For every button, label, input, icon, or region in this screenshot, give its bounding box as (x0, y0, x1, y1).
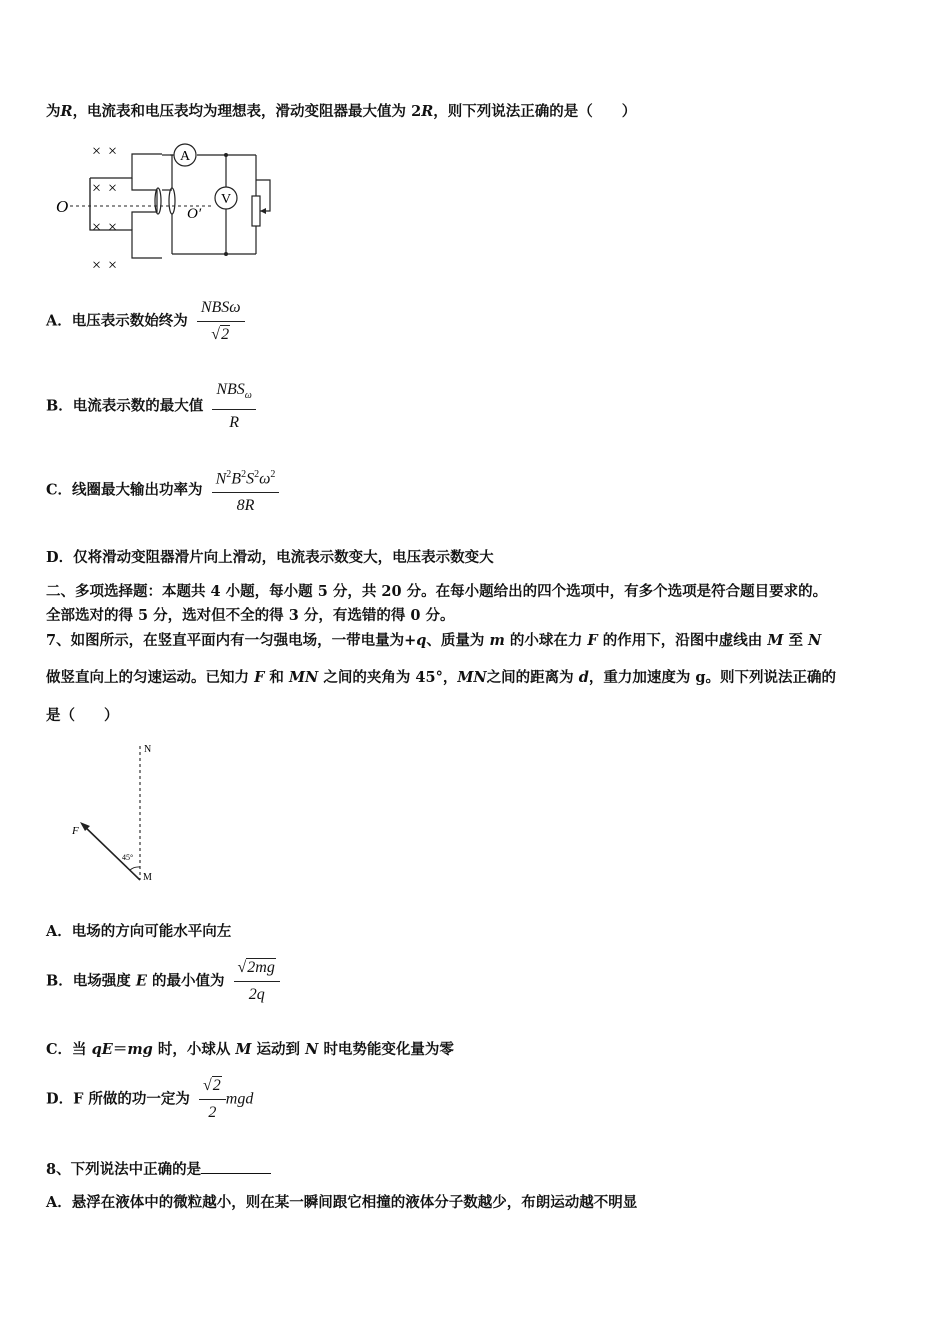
q8-stem: 8、下列说法中正确的是 (46, 1159, 271, 1180)
q8-option-a: A．悬浮在液体中的微粒越小，则在某一瞬间跟它相撞的液体分子数越少，布朗运动越不明显 (46, 1194, 638, 1211)
q7-stem-line1: 7、如图所示，在竖直平面内有一匀强电场，一带电量为+q、质量为 m 的小球在力 F 的作用下，沿图中虚线由 M 至 N (46, 632, 822, 649)
svg-text:×: × (92, 143, 102, 160)
section2-line2: 全部选对的得 5 分，选对但不全的得 3 分，有选错的得 0 分。 (46, 607, 455, 624)
label-n: N (144, 744, 152, 755)
svg-text:×: × (92, 257, 102, 274)
q6-option-c: C．线圈最大输出功率为 $\frac{N^2B^2S^2\omega^2}{8R}$ (46, 465, 279, 516)
svg-text:×: × (92, 180, 102, 197)
axis-label-o: O (56, 197, 69, 216)
label-f: F (72, 825, 79, 837)
fraction-c: $\frac{N^2B^2S^2\omega^2}{8R}$ (212, 465, 280, 516)
fraction-b: $\frac{NBS_\omega}{R}$ (212, 380, 256, 433)
svg-text:×: × (108, 219, 118, 236)
ammeter-label: A (179, 149, 191, 164)
svg-text:×: × (108, 143, 118, 160)
q7-option-c: C．当 qE＝mg 时，小球从 M 运动到 N 时电势能变化量为零 (46, 1041, 454, 1058)
q6-option-a: A．电压表示数始终为 $\frac{\text{NBSω}}{√2}$ (46, 298, 245, 345)
voltmeter-label: V (220, 192, 232, 207)
q7-option-b: B．电场强度 E 的最小值为 $\frac{√2mg}{2q}$ (46, 958, 280, 1005)
answer-blank[interactable] (201, 1159, 271, 1174)
label-m: M (143, 872, 152, 883)
q7-option-a: A．电场的方向可能水平向左 (46, 923, 232, 940)
fraction-a: $\frac{\text{NBSω}}{√2}$ (197, 298, 245, 345)
q6-option-b: B．电流表示数的最大值 $\frac{NBS_\omega}{R}$ (46, 380, 256, 433)
section2-line1: 二、多项选择题：本题共 4 小题，每小题 5 分，共 20 分。在每小题给出的四个选项中，有多个选项是符合题目要求的。 (46, 583, 828, 600)
q7-stem-line2: 做竖直向上的匀速运动。已知力 F 和 MN 之间的夹角为 45°，MN之间的距离为 d，重力加速度为 g。则下列说法正确的 (46, 669, 837, 686)
q7-option-d: D．F 所做的功一定为 $\frac{√2}{2}$ mgd (46, 1077, 254, 1121)
q7-stem-line3: 是（ ） (46, 707, 119, 724)
magnetic-field-crosses (92, 143, 117, 274)
q7-force-figure (66, 740, 176, 890)
fraction-q7d: $\frac{√2}{2}$ (199, 1076, 226, 1123)
axis-label-o-prime: O′ (187, 206, 202, 222)
q6-option-d: D．仅将滑动变阻器滑片向上滑动，电流表示数变大，电压表示数变大 (46, 549, 494, 566)
svg-text:×: × (108, 180, 118, 197)
label-angle: 45° (122, 853, 134, 862)
svg-text:×: × (108, 257, 118, 274)
fraction-q7b: $\frac{√2mg}{2q}$ (234, 958, 280, 1005)
q6-circuit-figure (52, 140, 282, 276)
svg-text:×: × (92, 219, 102, 236)
q6-stem: 为R，电流表和电压表均为理想表，滑动变阻器最大值为 2R，则下列说法正确的是（ ） (46, 103, 637, 120)
